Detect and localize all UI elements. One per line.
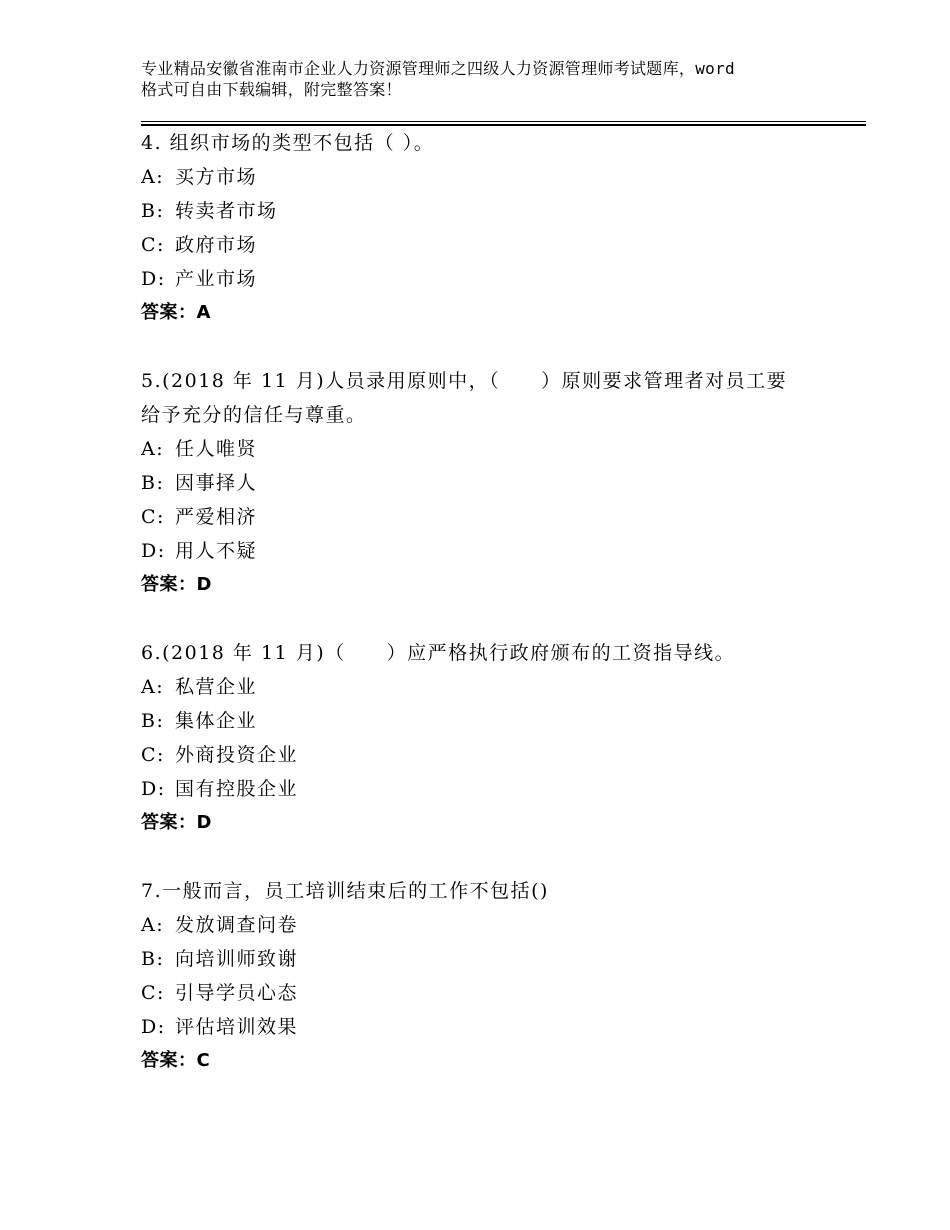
option-text: 政府市场 xyxy=(175,234,258,256)
option-letter: A: xyxy=(141,166,165,188)
question-stem-line-1: 5.(2018 年 11 月)人员录用原则中，（ ）原则要求管理者对员工要 xyxy=(141,370,788,392)
option-letter: C: xyxy=(141,982,165,1004)
option-text: 集体企业 xyxy=(175,710,258,732)
option-text: 用人不疑 xyxy=(175,540,258,562)
option-a xyxy=(141,908,841,942)
option-letter: A: xyxy=(141,676,165,698)
option-text: 买方市场 xyxy=(175,166,258,188)
option-text: 引导学员心态 xyxy=(175,982,299,1004)
option-letter: D: xyxy=(141,268,166,290)
question-7 xyxy=(141,874,841,1078)
option-text: 严爱相济 xyxy=(175,506,258,528)
option-letter: A: xyxy=(141,914,165,936)
option-d xyxy=(141,772,841,806)
question-stem: 4. 组织市场的类型不包括（ ）。 xyxy=(141,132,435,154)
option-letter: C: xyxy=(141,744,165,766)
header-divider-thin xyxy=(141,121,866,122)
question-6 xyxy=(141,636,841,840)
option-letter: A: xyxy=(141,438,165,460)
option-letter: B: xyxy=(141,200,165,222)
option-c xyxy=(141,500,841,534)
option-text: 向培训师致谢 xyxy=(175,948,299,970)
question-stem: 6.(2018 年 11 月)（ ）应严格执行政府颁布的工资指导线。 xyxy=(141,642,736,664)
option-b xyxy=(141,466,841,500)
option-c xyxy=(141,738,841,772)
option-d xyxy=(141,1010,841,1044)
option-letter: C: xyxy=(141,234,165,256)
option-b xyxy=(141,704,841,738)
question-5 xyxy=(141,364,841,602)
answer-label: 答案：D xyxy=(141,574,212,595)
question-stem-line-2: 给予充分的信任与尊重。 xyxy=(141,404,367,426)
option-letter: B: xyxy=(141,710,165,732)
option-letter: D: xyxy=(141,540,166,562)
option-text: 转卖者市场 xyxy=(175,200,278,222)
option-letter: B: xyxy=(141,472,165,494)
option-c xyxy=(141,228,841,262)
option-b xyxy=(141,942,841,976)
option-a xyxy=(141,670,841,704)
answer-label: 答案：D xyxy=(141,812,212,833)
option-d xyxy=(141,262,841,296)
answer-label: 答案：C xyxy=(141,1050,211,1071)
option-text: 私营企业 xyxy=(175,676,258,698)
question-stem: 7.一般而言，员工培训结束后的工作不包括() xyxy=(141,880,549,902)
question-4 xyxy=(141,126,841,330)
option-letter: D: xyxy=(141,778,166,800)
option-a xyxy=(141,160,841,194)
option-letter: D: xyxy=(141,1016,166,1038)
answer-label: 答案：A xyxy=(141,302,211,323)
question-list xyxy=(141,126,841,1112)
option-d xyxy=(141,534,841,568)
option-b xyxy=(141,194,841,228)
option-text: 因事择人 xyxy=(175,472,258,494)
option-text: 评估培训效果 xyxy=(175,1016,299,1038)
header-line-1: 专业精品安徽省淮南市企业人力资源管理师之四级人力资源管理师考试题库，word xyxy=(141,59,735,78)
page-header xyxy=(141,58,841,100)
option-a xyxy=(141,432,841,466)
option-text: 发放调查问卷 xyxy=(175,914,299,936)
option-letter: B: xyxy=(141,948,165,970)
option-text: 产业市场 xyxy=(175,268,258,290)
header-line-2: 格式可自由下载编辑，附完整答案！ xyxy=(141,80,402,99)
option-letter: C: xyxy=(141,506,165,528)
option-text: 外商投资企业 xyxy=(175,744,299,766)
option-text: 任人唯贤 xyxy=(175,438,258,460)
option-c xyxy=(141,976,841,1010)
option-text: 国有控股企业 xyxy=(175,778,299,800)
